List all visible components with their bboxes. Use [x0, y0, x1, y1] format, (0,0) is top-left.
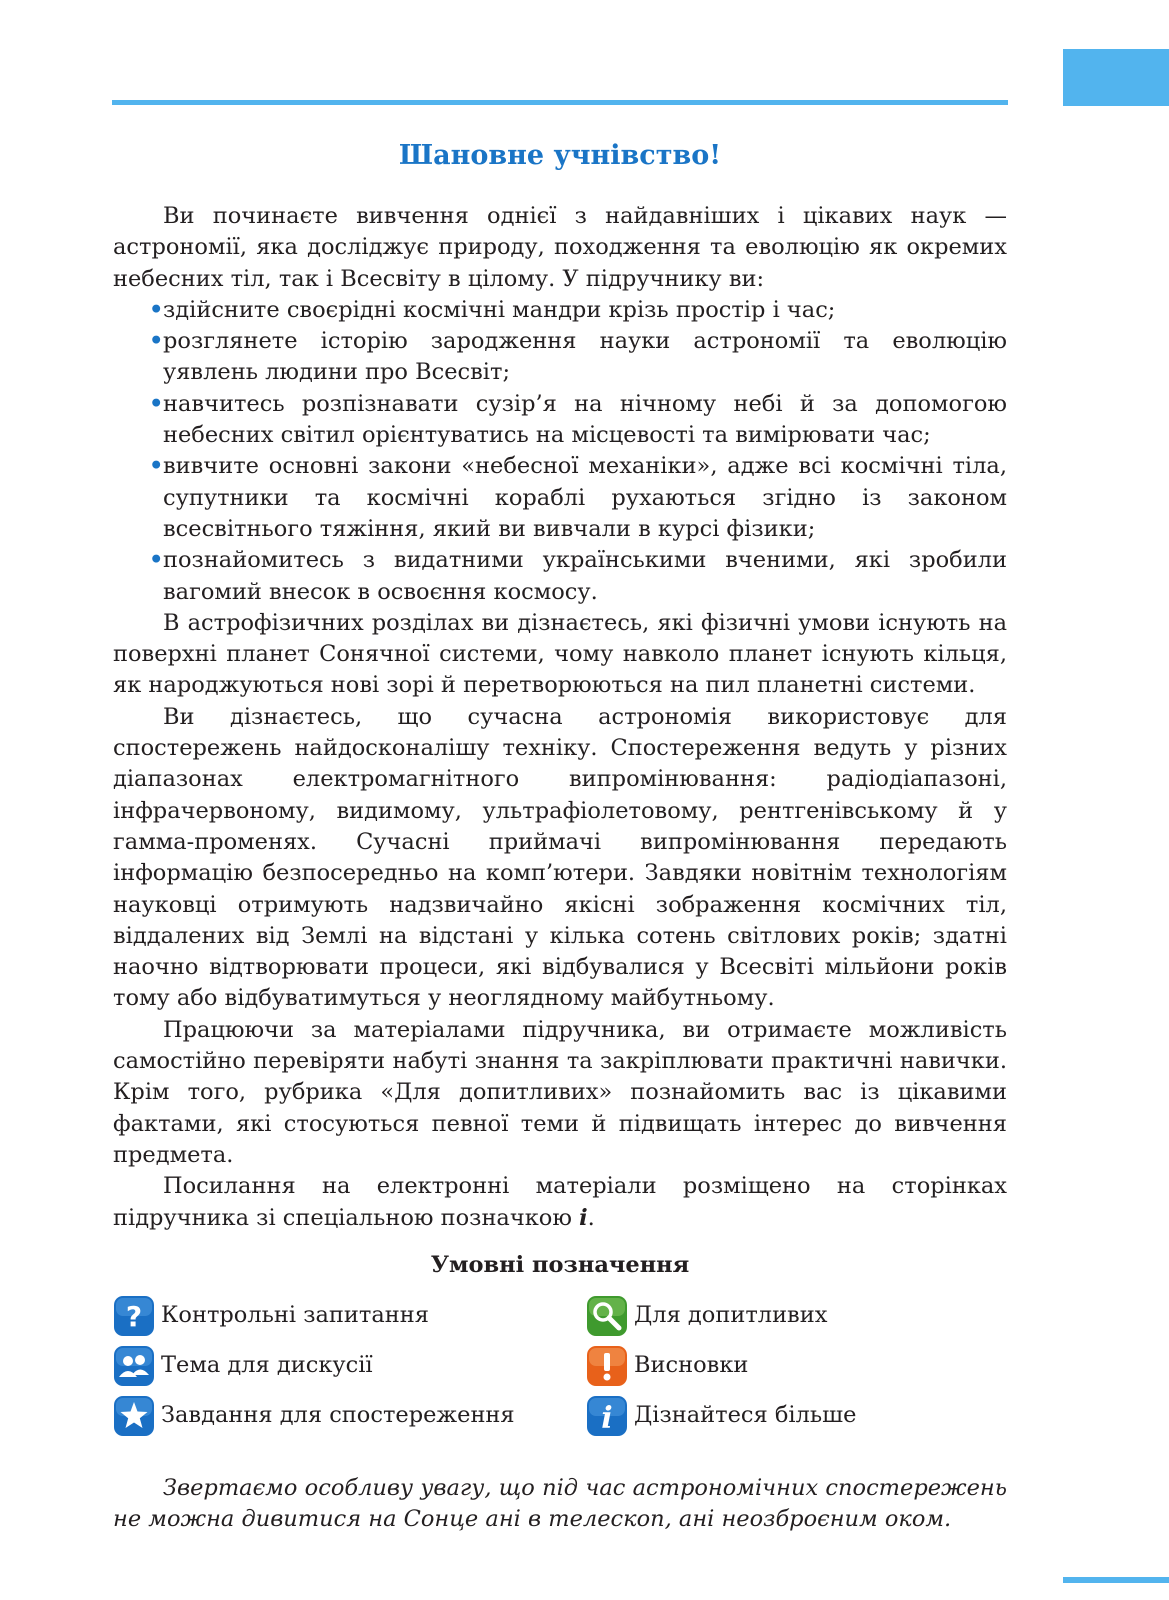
bullet-icon: •: [149, 328, 164, 355]
page-edge-tab: [1063, 49, 1169, 106]
body-paragraph: Працюючи за матеріалами підручника, ви отримаєте можливість самостійно перевіряти набуті знання та закріплювати практичні навички. Крім того, рубрика «Для допитливих» познайомить вас із цікавими фактами, які стосуються певної теми й підвищать інтерес до вивчення предмета.: [113, 1016, 1007, 1168]
legend-item-discussion: [113, 1345, 586, 1387]
legend-grid: [113, 1295, 1007, 1437]
legend-label: Висновки: [634, 1352, 749, 1379]
page-edge-tab-bottom: [1063, 1577, 1169, 1583]
body-paragraph: Ви дізнаєтесь, що сучасна астрономія використовує для спостережень найдосконалішу техніку. Спостереження ведуть у різних діапазонах електромагнітного випромінювання: радіодіапазоні, інфрачервоному, видимому, ультрафіолетовому, рентгенівському й у гамма-променях. Сучасні приймачі випромінювання передають інформацію безпосередньо на комп’ютери. Завдяки новітнім технологіям науковці отримують надзвичайно якісні зображення космічних тіл, віддалених від Землі на відстані у кілька сотень світлових років; здатні наочно відтворювати процеси, які відбувалися у Всесвіті мільйони років тому або відбуватимуться у неоглядному майбутньому.: [113, 703, 1007, 1012]
list-item: [113, 389, 1007, 452]
links-text: Посилання на електронні матеріали розміщено на сторінках підручника зі спеціальною позначкою: [113, 1173, 1007, 1231]
exclamation-icon: [586, 1345, 628, 1387]
bullet-icon: •: [149, 296, 164, 323]
bullet-icon: •: [149, 547, 164, 574]
legend-label: Дізнайтеся більше: [634, 1402, 857, 1429]
legend-title: Умовні позначення: [430, 1251, 690, 1278]
svg-text:i: i: [601, 1400, 613, 1436]
question-icon: [113, 1295, 155, 1337]
page-title: Шановне учнівство!: [398, 140, 722, 171]
links-paragraph: [113, 1171, 1007, 1234]
list-item-text: здійсните своєрідні космічні мандри крізь простір і час;: [163, 296, 836, 323]
page-content: [113, 135, 1007, 1535]
links-end: .: [587, 1204, 595, 1231]
list-item-text: навчитесь розпізнавати сузір’я на нічному небі й за допомогою небесних світил орієнтуватись на місцевості та вимірювати час;: [163, 390, 1007, 449]
info-mark: i: [579, 1204, 588, 1231]
legend-item-curious: [586, 1295, 1007, 1337]
bullet-icon: •: [149, 453, 164, 480]
bullet-icon: •: [149, 390, 164, 417]
legend-label: Завдання для спостереження: [161, 1402, 515, 1429]
svg-text:?: ?: [125, 1299, 143, 1333]
list-item: [113, 295, 1007, 326]
legend-label: Контрольні запитання: [161, 1302, 429, 1329]
feature-list: [113, 295, 1007, 608]
legend-label: Для допитливих: [634, 1302, 828, 1329]
header-rule: [112, 100, 1008, 105]
legend-item-conclusions: [586, 1345, 1007, 1387]
info-icon: [586, 1395, 628, 1437]
list-item: [113, 326, 1007, 389]
safety-note: Звертаємо особливу увагу, що під час астрономічних спостережень не можна дивитися на Сонце ані в телескоп, ані неозброєним оком.: [113, 1474, 1007, 1533]
list-item: [113, 545, 1007, 608]
list-item: [113, 451, 1007, 545]
legend-item-learn-more: [586, 1395, 1007, 1437]
body-paragraph: В астрофізичних розділах ви дізнаєтесь, які фізичні умови існують на поверхні планет Сонячної системи, чому навколо планет існують кільця, як народжуються нові зорі й перетворюються на пил планетні системи.: [113, 609, 1007, 699]
discussion-icon: [113, 1345, 155, 1387]
star-icon: [113, 1395, 155, 1437]
intro-paragraph: Ви починаєте вивчення однієї з найдавніших і цікавих наук — астрономії, яка досліджує природу, походження та еволюцію як окремих небесних тіл, так і Всесвіту в цілому. У підручнику ви:: [113, 203, 1007, 292]
list-item-text: познайомитесь з видатними українськими вченими, які зробили вагомий внесок в освоєння космосу.: [163, 547, 1007, 605]
legend-item-observation: [113, 1395, 586, 1437]
magnifier-icon: [586, 1295, 628, 1337]
list-item-text: вивчите основні закони «небесної механіки», адже всі космічні тіла, супутники та космічні кораблі рухаються згідно із законом всесвітнього тяжіння, який ви вивчали в курсі фізики;: [163, 453, 1007, 542]
legend-item-questions: [113, 1295, 586, 1337]
legend-label: Тема для дискусії: [161, 1352, 373, 1379]
list-item-text: розглянете історію зародження науки астрономії та еволюцію уявлень людини про Всесвіт;: [163, 328, 1007, 386]
